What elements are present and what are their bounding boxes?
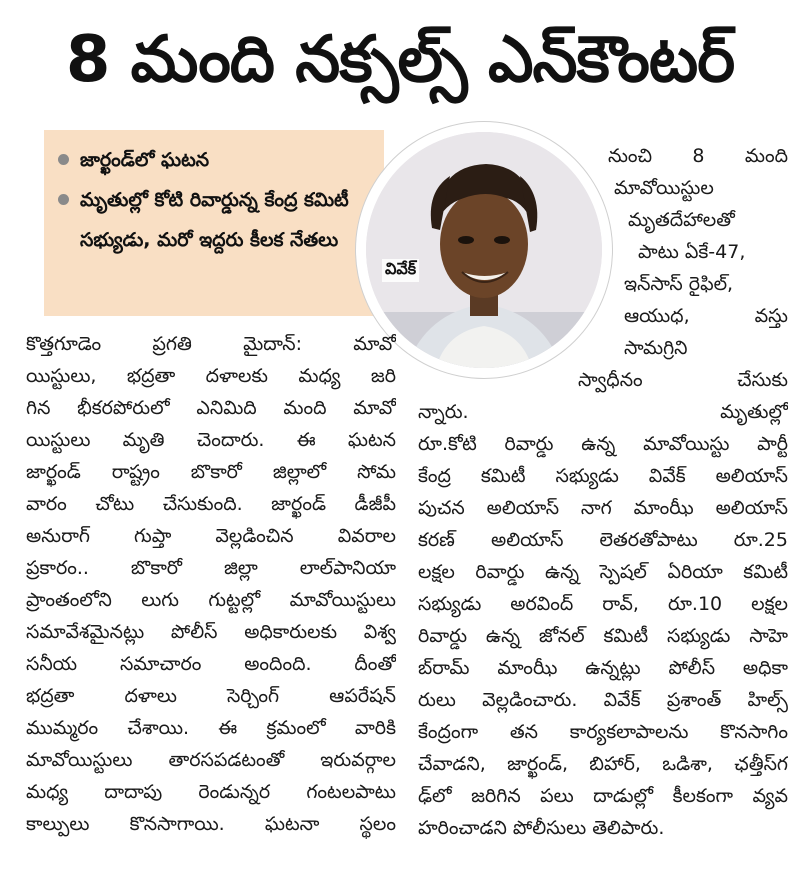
text-line: రూ.కోటి రివార్డు ఉన్న మావోయిస్టు పార్టీ: [418, 433, 788, 455]
text-line: హరించాడని పోలీసులు తెలిపారు.: [418, 817, 665, 839]
text-line: పాటు ఏకే-47,: [638, 241, 746, 263]
text-line: కొత్తగూడెం ప్రగతి మైదాన్‌: మావో: [26, 333, 396, 355]
text-line: రివార్డు ఉన్న జోనల్‌ కమిటీ సభ్యుడు సాహె: [418, 625, 788, 647]
bullet-icon: [58, 154, 69, 165]
text-line: యిస్టులు, భద్రతా దళాలకు మధ్య జరి: [26, 365, 396, 387]
person-photo-icon: [366, 132, 602, 368]
text-line: వారం చోటు చేసుకుంది. జార్ఖండ్‌ డీజీపీ: [26, 493, 396, 515]
text-line: ఇన్‌సాస్‌ రైఫిల్‌,: [624, 273, 734, 295]
text-line: ముమ్మరం చేశాయి. ఈ క్రమంలో వారికి: [26, 717, 396, 739]
text-line: మధ్య దాదాపు రెండున్నర గంటలపాటు: [26, 781, 396, 803]
text-line: నుంచి 8 మంది: [608, 145, 788, 167]
text-line: సామగ్రిని: [624, 337, 688, 359]
highlight-item: మృతుల్లో కోటి రివార్డున్న కేంద్ర కమిటీ సభ్యుడు, మరో ఇద్దరు కీలక నేతలు: [58, 180, 378, 260]
text-line: మృతదేహాలతో: [628, 209, 735, 231]
text-line: మావోయిస్టుల: [614, 177, 714, 199]
text-line: యిస్టులు మృతి చెందారు. ఈ ఘటన: [26, 429, 396, 451]
text-line: అనురాగ్‌ గుప్తా వెల్లడించిన వివరాల: [26, 525, 396, 547]
text-line: కరణ్‌ అలియాస్‌ లెతరతోపాటు రూ.25: [418, 529, 788, 551]
highlight-item: జార్ఖండ్‌లో ఘటన: [58, 140, 378, 180]
highlights-box: [44, 130, 384, 316]
text-line: సభ్యుడు అరవింద్‌ రావ్‌, రూ.10 లక్షల: [418, 593, 788, 615]
text-line: భద్రతా దళాలు సెర్చింగ్‌ ఆపరేషన్‌: [26, 685, 396, 707]
text-line: కాల్పులు కొనసాగాయి. ఘటనా స్థలం: [26, 813, 396, 835]
text-line: చేవాడని, జార్ఖండ్‌, బిహార్‌, ఒడిశా, ఛత్తీస్‌గ: [418, 753, 788, 775]
text-line: ఢ్‌లో జరిగిన పలు దాడుల్లో కీలకంగా వ్యవ: [418, 785, 788, 807]
text-line: సనీయ సమాచారం అందింది. దీంతో: [26, 653, 396, 675]
text-line: మావోయిస్టులు తారసపడటంతో ఇరువర్గాల: [26, 749, 396, 771]
text-line: ప్రకారం.. బొకారో జిల్లా లాల్‌పానియా: [26, 557, 396, 579]
text-line: కేంద్రంగా తన కార్యకలాపాలను కొనసాగిం: [418, 721, 788, 743]
text-line: రులు వెల్లడించారు. వివేక్‌ ప్రశాంత్‌ హిల్స్‌: [418, 689, 788, 711]
text-line: న్నారు. మృతుల్లో: [418, 401, 788, 423]
text-line: ఆయుధ, వస్తు: [624, 305, 788, 327]
text-line: కేంద్ర కమిటీ సభ్యుడు వివేక్‌ అలియాస్‌: [418, 465, 788, 487]
text-line: లక్షల రివార్డు ఉన్న స్పెషల్‌ ఏరియా కమిటీ: [418, 561, 788, 583]
text-line: పుచన అలియాస్‌ నాగ మాంఝీ అలియాస్‌: [418, 497, 788, 519]
text-line: స్వాధీనం చేసుకు: [578, 369, 788, 391]
text-line: బ్‌రామ్‌ మాంఝీ ఉన్నట్లు పోలీస్‌ అధికా: [418, 657, 788, 679]
bullet-icon: [58, 194, 69, 205]
text-line: జార్ఖండ్‌ రాష్ట్రం బొకారో జిల్లాలో సోమ: [26, 461, 396, 483]
text-line: సమావేశమైనట్లు పోలీస్‌ అధికారులకు విశ్వ: [26, 621, 396, 643]
photo-caption: వివేక్‌: [382, 259, 419, 282]
headline: 8 మంది నక్సల్స్‌ ఎన్‌కౌంటర్‌: [65, 23, 735, 97]
text-line: ప్రాంతంలోని లుగు గుట్టల్లో మావోయిస్టులు: [26, 589, 396, 611]
text-line: గిన భీకరపోరులో ఎనిమిది మంది మావో: [26, 397, 396, 419]
